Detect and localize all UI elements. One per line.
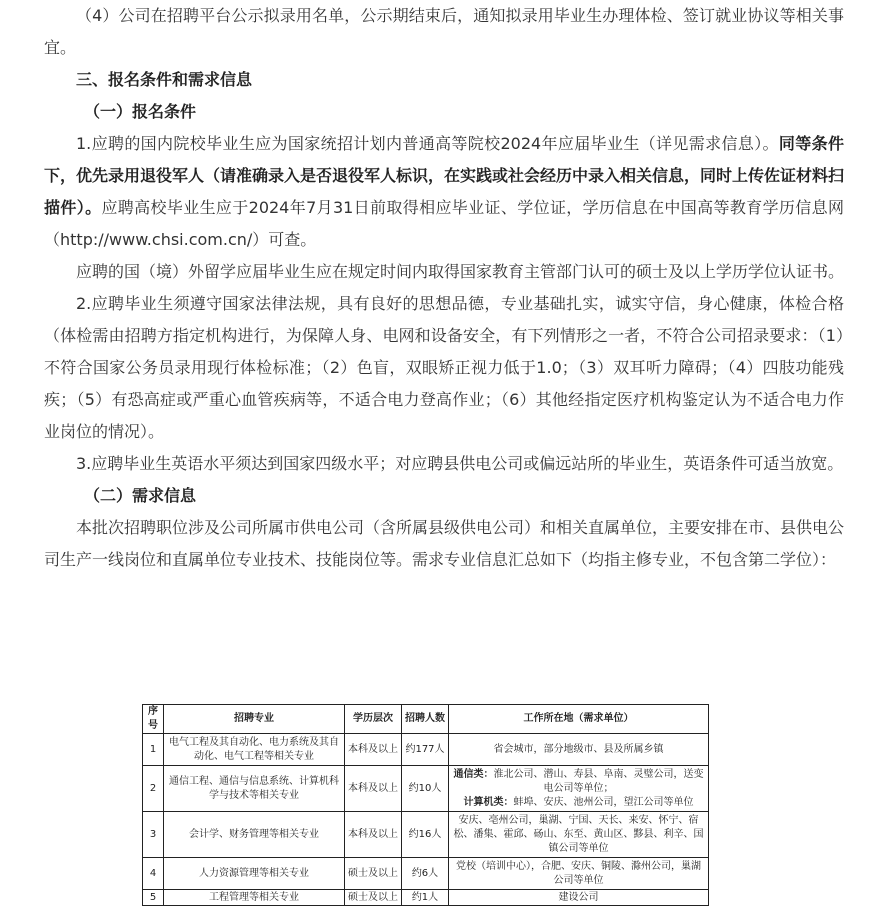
- subsection-1-title: （一）报名条件: [84, 102, 197, 121]
- cell-major: 工程管理等相关专业: [164, 890, 345, 906]
- table-row: [143, 734, 709, 766]
- location-text-computer: 蚌埠、安庆、池州公司，望江公司等单位: [513, 796, 694, 808]
- condition-2: 2.应聘毕业生须遵守国家法律法规，具有良好的思想品德，专业基础扎实，诚实守信，身心健康，体检合格（体检需由招聘方指定机构进行，为保障人身、电网和设备安全，有下列情形之一者，不符合公司招录要求：（1）不符合国家公务员录用现行体检标准；（2）色盲，双眼矫正视力低于1.0；（3）双耳听力障碍；（4）四肢功能残疾；（5）有恐高症或严重心血管疾病等，不适合电力登高作业；（6）其他经指定医疗机构鉴定认为不适合电力作业岗位的情况）。: [44, 294, 844, 441]
- cell-major: 通信工程、通信与信息系统、计算机科学与技术等相关专业: [164, 766, 345, 812]
- cell-education: 本科及以上: [345, 766, 402, 812]
- cell-major: 电气工程及其自动化、电力系统及其自动化、电气工程等相关专业: [164, 734, 345, 766]
- cell-location: [449, 766, 709, 812]
- header-major: 招聘专业: [164, 705, 345, 734]
- section-3-title: 三、报名条件和需求信息: [76, 70, 253, 89]
- cell-count: 约177人: [402, 734, 449, 766]
- cell-count: 约6人: [402, 858, 449, 890]
- table-row: [143, 890, 709, 906]
- subsection-2-title: （二）需求信息: [84, 486, 197, 505]
- condition-1-part-c: 应聘高校毕业生应于2024年7月31日前取得相应毕业证、学位证，学历信息在中国高等教育学历信息网（http://www.chsi.com.cn/）可查。: [44, 198, 844, 249]
- table-row: [143, 766, 709, 812]
- cell-count: 约10人: [402, 766, 449, 812]
- condition-1-overseas: 应聘的国（境）外留学应届毕业生应在规定时间内取得国家教育主管部门认可的硕士及以上学历学位认证书。: [76, 262, 845, 281]
- header-no: 序号: [143, 705, 164, 734]
- demand-intro: 本批次招聘职位涉及公司所属市供电公司（含所属县级供电公司）和相关直属单位，主要安排在市、县供电公司生产一线岗位和直属单位专业技术、技能岗位等。需求专业信息汇总如下（均指主修专业，不包含第二学位）：: [44, 518, 845, 569]
- cell-no: 2: [143, 766, 164, 812]
- cell-major: 会计学、财务管理等相关专业: [164, 812, 345, 858]
- cell-count: 约1人: [402, 890, 449, 906]
- header-education: 学历层次: [345, 705, 402, 734]
- cell-no: 5: [143, 890, 164, 906]
- cell-count: 约16人: [402, 812, 449, 858]
- cell-location: 党校（培训中心），合肥、安庆、铜陵、滁州公司，巢湖公司等单位: [449, 858, 709, 890]
- header-location: 工作所在地（需求单位）: [449, 705, 709, 734]
- cell-education: 本科及以上: [345, 734, 402, 766]
- cell-location: 省会城市，部分地级市、县及所属乡镇: [449, 734, 709, 766]
- cell-no: 4: [143, 858, 164, 890]
- demand-table: [142, 704, 709, 906]
- cell-education: 本科及以上: [345, 812, 402, 858]
- condition-1: [44, 128, 844, 256]
- cell-no: 3: [143, 812, 164, 858]
- cell-location: 安庆、亳州公司，巢湖、宁国、天长、来安、怀宁、宿松、潘集、霍邱、砀山、东至、黄山区、黟县、利辛、国镇公司等单位: [449, 812, 709, 858]
- table-row: [143, 812, 709, 858]
- demand-table-wrapper: [142, 704, 709, 906]
- location-label-computer: 计算机类：: [463, 796, 514, 808]
- header-count: 招聘人数: [402, 705, 449, 734]
- article-body: [44, 0, 844, 576]
- condition-3: 3.应聘毕业生英语水平须达到国家四级水平；对应聘县供电公司或偏远站所的毕业生，英语条件可适当放宽。: [76, 454, 844, 473]
- cell-education: 硕士及以上: [345, 858, 402, 890]
- cell-education: 硕士及以上: [345, 890, 402, 906]
- location-text-telecom: 淮北公司、潜山、寿县、阜南、灵璧公司，送变电公司等单位；: [493, 768, 704, 794]
- para-4-publicity: （4）公司在招聘平台公示拟录用名单，公示期结束后，通知拟录用毕业生办理体检、签订就业协议等相关事宜。: [44, 6, 844, 57]
- table-row: [143, 858, 709, 890]
- cell-location: 建设公司: [449, 890, 709, 906]
- table-header-row: [143, 705, 709, 734]
- condition-1-part-a: 1.应聘的国内院校毕业生应为国家统招计划内普通高等院校2024年应届毕业生（详见需求信息）。: [76, 134, 779, 153]
- condition-1-veteran-priority: 同等条件下，优先录用退役军人（请准确录入是否退役军人标识，在实践或社会经历中录入相关信息，同时上传佐证材料扫描件）。: [44, 134, 845, 217]
- location-label-telecom: 通信类：: [453, 768, 494, 780]
- cell-major: 人力资源管理等相关专业: [164, 858, 345, 890]
- cell-no: 1: [143, 734, 164, 766]
